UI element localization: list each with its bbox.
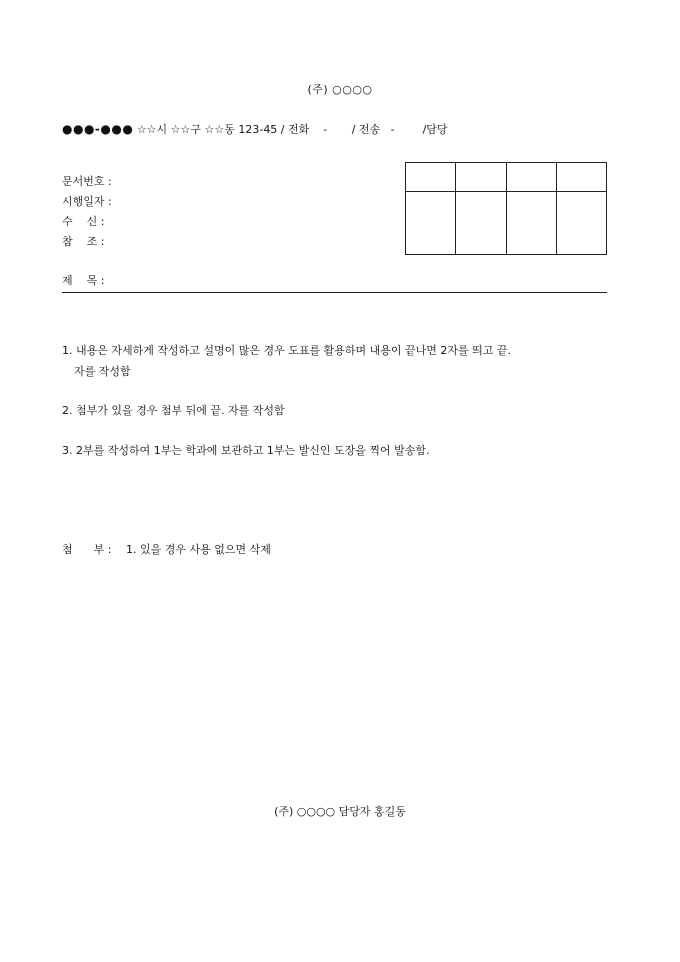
recipient-row	[62, 213, 116, 229]
approval-table	[405, 162, 607, 255]
attachment-row	[62, 541, 271, 557]
doc-number-row	[62, 173, 116, 189]
approval-sign-cell	[456, 192, 506, 255]
recipient-label: 수 신 :	[62, 215, 105, 228]
address-contact-text: ☆☆시 ☆☆구 ☆☆동 123-45 / 전화 - / 전송 - /담당	[136, 123, 448, 136]
approval-sign-cell	[406, 192, 456, 255]
date-row	[62, 193, 116, 209]
approval-sign-cell	[506, 192, 556, 255]
date-label: 시행일자 :	[62, 195, 112, 208]
subject-line	[62, 272, 607, 293]
approval-sign-cell	[556, 192, 606, 255]
doc-number-label: 문서번호 :	[62, 175, 112, 188]
body-item-1	[62, 342, 511, 379]
approval-header-cell	[506, 163, 556, 192]
postal-code-placeholder: ●●●-●●●	[62, 122, 134, 136]
attachment-label: 첨 부 :	[62, 543, 112, 556]
approval-header-cell	[556, 163, 606, 192]
footer-signature: (주) ○○○○ 담당자 홍길동	[274, 805, 406, 818]
body-item-2: 2. 첨부가 있을 경우 첨부 뒤에 끝. 자를 작성함	[62, 404, 285, 417]
address-line	[62, 121, 448, 137]
approval-header-cell	[406, 163, 456, 192]
attachment-text: 1. 있을 경우 사용 없으면 삭제	[126, 543, 271, 556]
approval-header-cell	[456, 163, 506, 192]
body-item-1-line2: 자를 작성함	[74, 365, 131, 378]
company-title: (주) ○○○○	[307, 83, 373, 96]
body-item-3: 3. 2부를 작성하여 1부는 학과에 보관하고 1부는 발신인 도장을 찍어 발송함.	[62, 444, 430, 457]
subject-label: 제 목 :	[62, 274, 105, 287]
reference-row	[62, 233, 116, 249]
body-item-1-line1: 1. 내용은 자세하게 작성하고 설명이 많은 경우 도표를 활용하며 내용이 끝나면 2자를 띄고 끝.	[62, 344, 511, 357]
reference-label: 참 조 :	[62, 235, 105, 248]
